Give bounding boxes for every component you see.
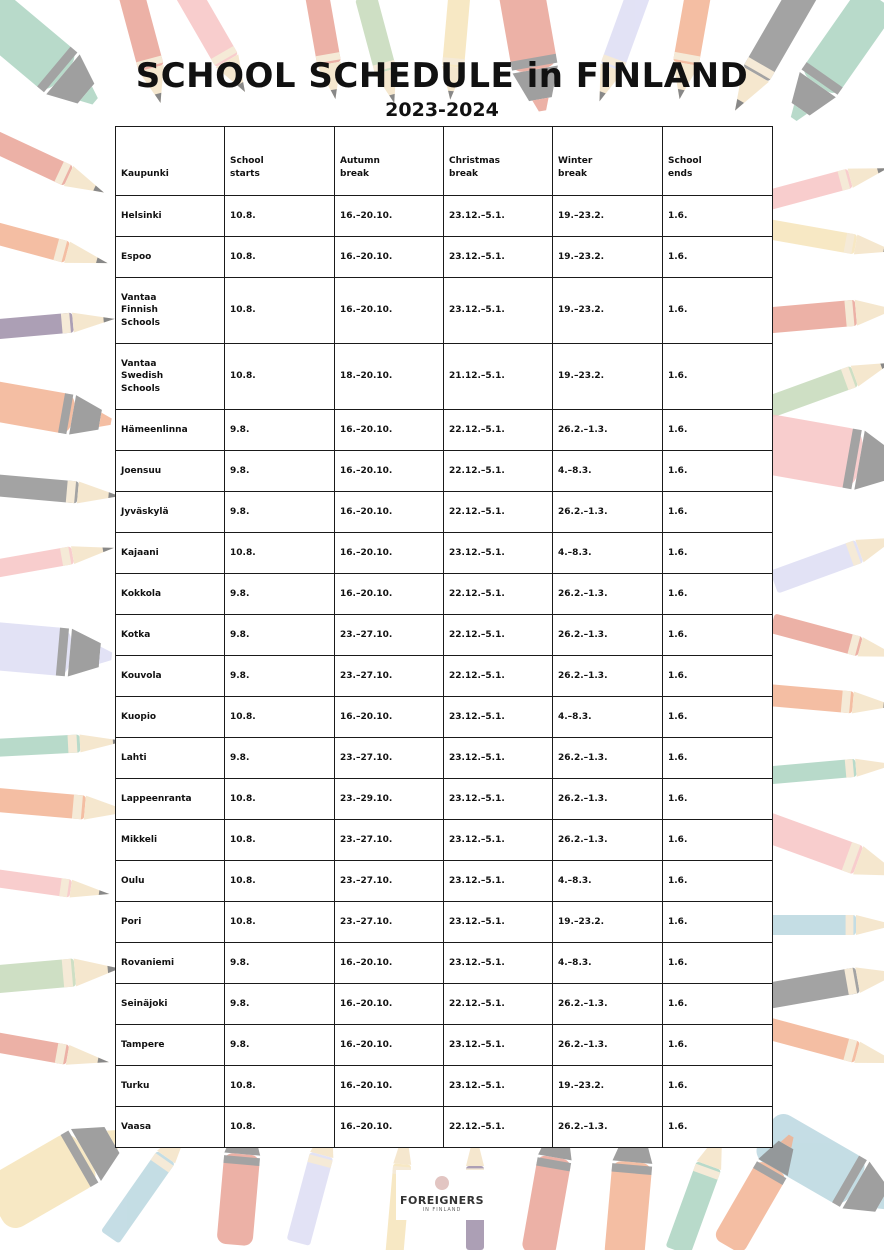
pencil-decoration (0, 216, 110, 273)
cell-winter-break: 19.–23.2. (553, 1066, 663, 1107)
cell-school-starts: 9.8. (225, 451, 335, 492)
cell-city: Joensuu (116, 451, 225, 492)
cell-school-ends: 1.6. (663, 237, 773, 278)
cell-school-ends: 1.6. (663, 1066, 773, 1107)
cell-school-ends: 1.6. (663, 574, 773, 615)
column-header-school-ends: School ends (663, 127, 773, 196)
table-row (116, 278, 773, 344)
cell-city: Kouvola (116, 656, 225, 697)
logo-tagline: IN FINLAND (422, 1207, 462, 1213)
cell-school-ends: 1.6. (663, 902, 773, 943)
cell-school-ends: 1.6. (663, 492, 773, 533)
pencil-decoration (760, 1016, 884, 1073)
cell-school-starts: 10.8. (225, 861, 335, 902)
cell-winter-break: 4.–8.3. (553, 451, 663, 492)
cell-school-starts: 9.8. (225, 984, 335, 1025)
cell-autumn-break: 16.–20.10. (335, 1066, 444, 1107)
cell-autumn-break: 16.–20.10. (335, 492, 444, 533)
pencil-decoration (759, 960, 884, 1010)
table-row (116, 902, 773, 943)
column-header-school-starts: School starts (225, 127, 335, 196)
pencil-decoration (0, 473, 121, 507)
cell-school-starts: 10.8. (225, 779, 335, 820)
cell-city: Espoo (116, 237, 225, 278)
table-row (116, 1066, 773, 1107)
cell-christmas-break: 22.12.–5.1. (444, 984, 553, 1025)
cell-christmas-break: 21.12.–5.1. (444, 344, 553, 410)
cell-school-ends: 1.6. (663, 943, 773, 984)
cell-winter-break: 4.–8.3. (553, 943, 663, 984)
cell-city: Oulu (116, 861, 225, 902)
cell-winter-break: 26.2.–1.3. (553, 820, 663, 861)
cell-winter-break: 19.–23.2. (553, 237, 663, 278)
table-row (116, 943, 773, 984)
cell-christmas-break: 23.12.–5.1. (444, 1066, 553, 1107)
cell-winter-break: 19.–23.2. (553, 278, 663, 344)
cell-christmas-break: 23.12.–5.1. (444, 779, 553, 820)
cell-winter-break: 19.–23.2. (553, 344, 663, 410)
cell-winter-break: 26.2.–1.3. (553, 615, 663, 656)
cell-christmas-break: 22.12.–5.1. (444, 615, 553, 656)
cell-autumn-break: 16.–20.10. (335, 574, 444, 615)
cell-autumn-break: 23.–27.10. (335, 820, 444, 861)
cell-city: Tampere (116, 1025, 225, 1066)
cell-school-starts: 9.8. (225, 574, 335, 615)
cell-city: Vantaa Swedish Schools (116, 344, 225, 410)
cell-autumn-break: 16.–20.10. (335, 410, 444, 451)
pencil-decoration (765, 915, 884, 935)
cell-autumn-break: 16.–20.10. (335, 697, 444, 738)
cell-winter-break: 26.2.–1.3. (553, 1025, 663, 1066)
pencil-decoration (765, 352, 884, 417)
column-header-christmas-break: Christmas break (444, 127, 553, 196)
table-row (116, 451, 773, 492)
cell-school-starts: 9.8. (225, 615, 335, 656)
cell-autumn-break: 16.–20.10. (335, 278, 444, 344)
cell-winter-break: 26.2.–1.3. (553, 779, 663, 820)
cell-christmas-break: 22.12.–5.1. (444, 451, 553, 492)
cell-autumn-break: 23.–27.10. (335, 738, 444, 779)
table-row (116, 779, 773, 820)
table-body (116, 196, 773, 1148)
table-row (116, 738, 773, 779)
page-title: SCHOOL SCHEDULE in FINLAND (135, 56, 749, 96)
cell-school-ends: 1.6. (663, 451, 773, 492)
cell-school-starts: 10.8. (225, 196, 335, 237)
table-row (116, 1107, 773, 1148)
marker-decoration (0, 378, 115, 441)
cell-school-ends: 1.6. (663, 410, 773, 451)
cell-winter-break: 19.–23.2. (553, 196, 663, 237)
cell-christmas-break: 23.12.–5.1. (444, 697, 553, 738)
marker-decoration (0, 620, 114, 681)
table-row (116, 237, 773, 278)
table-row (116, 697, 773, 738)
cell-autumn-break: 23.–27.10. (335, 902, 444, 943)
cell-city: Helsinki (116, 196, 225, 237)
cell-autumn-break: 23.–27.10. (335, 656, 444, 697)
cell-autumn-break: 16.–20.10. (335, 533, 444, 574)
cell-winter-break: 26.2.–1.3. (553, 656, 663, 697)
table-row (116, 1025, 773, 1066)
logo-name: FOREIGNERS (399, 1194, 485, 1207)
cell-school-ends: 1.6. (663, 738, 773, 779)
table-row (116, 410, 773, 451)
pencil-decoration (770, 526, 884, 593)
cell-christmas-break: 22.12.–5.1. (444, 656, 553, 697)
cell-school-ends: 1.6. (663, 278, 773, 344)
school-schedule-table (115, 126, 773, 1148)
cell-christmas-break: 23.12.–5.1. (444, 738, 553, 779)
pencil-decoration (0, 867, 111, 903)
table-row (116, 984, 773, 1025)
cell-christmas-break: 23.12.–5.1. (444, 820, 553, 861)
cell-school-ends: 1.6. (663, 344, 773, 410)
cell-christmas-break: 23.12.–5.1. (444, 196, 553, 237)
cell-city: Turku (116, 1066, 225, 1107)
table-row (116, 820, 773, 861)
cell-autumn-break: 16.–20.10. (335, 1107, 444, 1148)
cell-winter-break: 26.2.–1.3. (553, 410, 663, 451)
pencil-decoration (764, 755, 884, 784)
cell-winter-break: 26.2.–1.3. (553, 1107, 663, 1148)
cell-autumn-break: 23.–29.10. (335, 779, 444, 820)
table-row (116, 533, 773, 574)
cell-winter-break: 19.–23.2. (553, 902, 663, 943)
pencil-decoration (0, 128, 109, 203)
cell-school-starts: 10.8. (225, 278, 335, 344)
cell-christmas-break: 23.12.–5.1. (444, 533, 553, 574)
cell-winter-break: 26.2.–1.3. (553, 984, 663, 1025)
page-subtitle: 2023-2024 (385, 99, 499, 121)
pencil-decoration (760, 159, 884, 212)
cell-christmas-break: 23.12.–5.1. (444, 237, 553, 278)
pencil-decoration (0, 955, 121, 996)
cell-winter-break: 26.2.–1.3. (553, 492, 663, 533)
cell-autumn-break: 23.–27.10. (335, 615, 444, 656)
table-row (116, 615, 773, 656)
pencil-decoration (0, 1028, 111, 1072)
cell-christmas-break: 23.12.–5.1. (444, 1025, 553, 1066)
table-row (116, 344, 773, 410)
cell-city: Lahti (116, 738, 225, 779)
cell-school-starts: 10.8. (225, 1066, 335, 1107)
cell-school-ends: 1.6. (663, 820, 773, 861)
pencil-decoration (0, 732, 125, 758)
cell-city: Kokkola (116, 574, 225, 615)
cell-winter-break: 4.–8.3. (553, 861, 663, 902)
table-header-row (116, 127, 773, 196)
cell-school-ends: 1.6. (663, 861, 773, 902)
cell-autumn-break: 18.–20.10. (335, 344, 444, 410)
cell-city: Vaasa (116, 1107, 225, 1148)
cell-city: Kotka (116, 615, 225, 656)
cell-autumn-break: 16.–20.10. (335, 984, 444, 1025)
cell-winter-break: 4.–8.3. (553, 533, 663, 574)
cell-school-starts: 10.8. (225, 697, 335, 738)
pencil-decoration (770, 614, 884, 667)
cell-christmas-break: 22.12.–5.1. (444, 492, 553, 533)
cell-school-ends: 1.6. (663, 984, 773, 1025)
cell-school-ends: 1.6. (663, 779, 773, 820)
cell-city: Vantaa Finnish Schools (116, 278, 225, 344)
cell-school-starts: 10.8. (225, 902, 335, 943)
cell-school-ends: 1.6. (663, 1025, 773, 1066)
cell-city: Rovaniemi (116, 943, 225, 984)
cell-school-ends: 1.6. (663, 1107, 773, 1148)
cell-autumn-break: 16.–20.10. (335, 451, 444, 492)
cell-autumn-break: 16.–20.10. (335, 1025, 444, 1066)
cell-city: Kajaani (116, 533, 225, 574)
cell-school-starts: 9.8. (225, 410, 335, 451)
cell-winter-break: 26.2.–1.3. (553, 574, 663, 615)
cell-school-starts: 10.8. (225, 820, 335, 861)
pencil-decoration (764, 219, 884, 261)
cell-school-starts: 9.8. (225, 943, 335, 984)
table-row (116, 492, 773, 533)
cell-school-starts: 10.8. (225, 533, 335, 574)
column-header-autumn-break: Autumn break (335, 127, 444, 196)
cell-christmas-break: 23.12.–5.1. (444, 278, 553, 344)
cell-christmas-break: 23.12.–5.1. (444, 902, 553, 943)
cell-school-starts: 9.8. (225, 656, 335, 697)
cell-city: Hämeenlinna (116, 410, 225, 451)
column-header-winter-break: Winter break (553, 127, 663, 196)
table-row (116, 196, 773, 237)
pencil-decoration (0, 309, 116, 341)
cell-school-ends: 1.6. (663, 196, 773, 237)
cell-school-ends: 1.6. (663, 656, 773, 697)
cell-city: Seinäjoki (116, 984, 225, 1025)
cell-christmas-break: 22.12.–5.1. (444, 1107, 553, 1148)
foreigners-in-finland-logo (396, 1170, 488, 1220)
cell-autumn-break: 23.–27.10. (335, 861, 444, 902)
cell-christmas-break: 22.12.–5.1. (444, 574, 553, 615)
pencil-decoration (0, 539, 115, 581)
cell-city: Mikkeli (116, 820, 225, 861)
table-row (116, 861, 773, 902)
cell-school-starts: 9.8. (225, 1025, 335, 1066)
cell-school-ends: 1.6. (663, 697, 773, 738)
cell-city: Pori (116, 902, 225, 943)
cell-city: Jyväskylä (116, 492, 225, 533)
pencil-decoration (754, 810, 884, 889)
logo-mark (435, 1176, 449, 1190)
cell-winter-break: 4.–8.3. (553, 697, 663, 738)
cell-autumn-break: 16.–20.10. (335, 196, 444, 237)
table-row (116, 574, 773, 615)
pencil-decoration (764, 296, 884, 333)
pencil-decoration (0, 787, 131, 824)
cell-school-ends: 1.6. (663, 615, 773, 656)
cell-school-ends: 1.6. (663, 533, 773, 574)
cell-christmas-break: 22.12.–5.1. (444, 410, 553, 451)
cell-christmas-break: 23.12.–5.1. (444, 861, 553, 902)
pencil-decoration (754, 683, 884, 717)
cell-school-starts: 9.8. (225, 492, 335, 533)
cell-school-starts: 10.8. (225, 1107, 335, 1148)
cell-school-starts: 9.8. (225, 738, 335, 779)
cell-school-starts: 10.8. (225, 237, 335, 278)
cell-autumn-break: 16.–20.10. (335, 943, 444, 984)
cell-christmas-break: 23.12.–5.1. (444, 943, 553, 984)
cell-autumn-break: 16.–20.10. (335, 237, 444, 278)
cell-city: Lappeenranta (116, 779, 225, 820)
column-header-city: Kaupunki (116, 127, 225, 196)
cell-city: Kuopio (116, 697, 225, 738)
table-row (116, 656, 773, 697)
cell-school-starts: 10.8. (225, 344, 335, 410)
cell-winter-break: 26.2.–1.3. (553, 738, 663, 779)
